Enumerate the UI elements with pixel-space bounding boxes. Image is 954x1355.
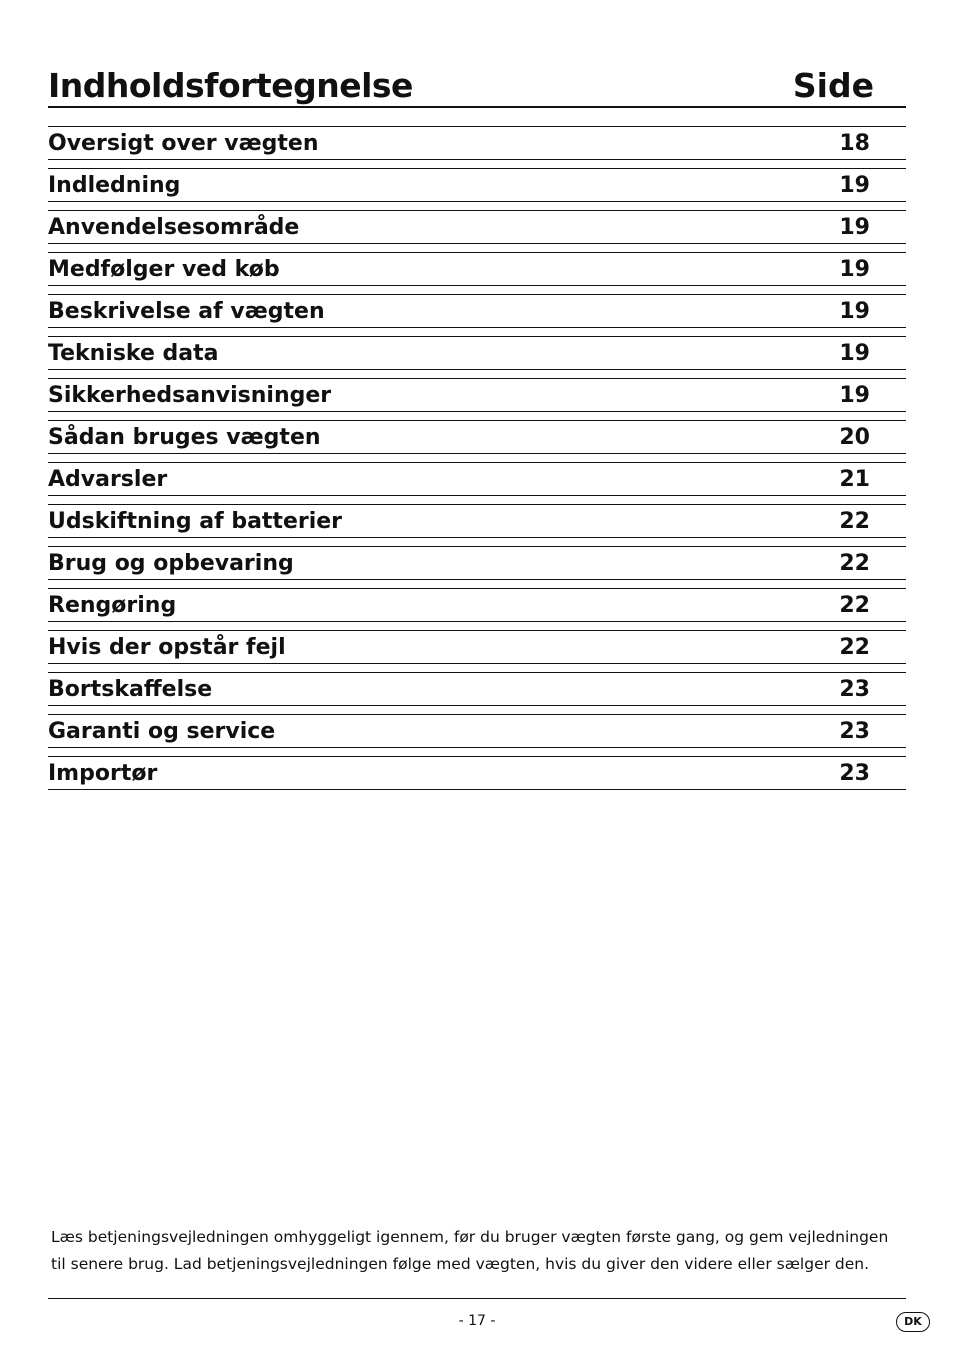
- reading-notice: [51, 1224, 911, 1278]
- toc-entry-medfoelger[interactable]: [48, 252, 906, 286]
- toc-entry-brug-opbevaring[interactable]: [48, 546, 906, 580]
- toc-entry-sikkerhed[interactable]: [48, 378, 906, 412]
- toc-entry-page: 22: [839, 551, 870, 576]
- toc-entry-label: Medfølger ved køb: [48, 257, 280, 282]
- toc-header: [48, 62, 906, 108]
- toc-entry-label: Bortskaffelse: [48, 677, 213, 702]
- toc-entry-page: 19: [839, 383, 870, 408]
- toc-entry-garanti[interactable]: [48, 714, 906, 748]
- toc-entry-page: 19: [839, 257, 870, 282]
- toc-list: [48, 126, 906, 798]
- toc-entry-page: 22: [839, 635, 870, 660]
- notice-line: til senere brug. Lad betjeningsvejledningen følge med vægten, hvis du giver den videre eller sælger den.: [51, 1255, 870, 1273]
- toc-entry-label: Brug og opbevaring: [48, 551, 294, 576]
- toc-entry-bortskaffelse[interactable]: [48, 672, 906, 706]
- page-column-heading: Side: [792, 66, 874, 105]
- toc-entry-label: Advarsler: [48, 467, 168, 492]
- toc-entry-advarsler[interactable]: [48, 462, 906, 496]
- toc-entry-label: Oversigt over vægten: [48, 131, 319, 156]
- toc-entry-label: Sådan bruges vægten: [48, 425, 321, 450]
- toc-entry-indledning[interactable]: [48, 168, 906, 202]
- toc-entry-page: 22: [839, 509, 870, 534]
- page-title: Indholdsfortegnelse: [48, 66, 413, 105]
- toc-entry-label: Importør: [48, 761, 158, 786]
- toc-entry-anvendelsesomraade[interactable]: [48, 210, 906, 244]
- toc-entry-page: 18: [839, 131, 870, 156]
- toc-entry-saadan-bruges[interactable]: [48, 420, 906, 454]
- toc-entry-page: 19: [839, 341, 870, 366]
- toc-entry-label: Tekniske data: [48, 341, 219, 366]
- toc-entry-page: 19: [839, 299, 870, 324]
- toc-entry-page: 19: [839, 173, 870, 198]
- toc-entry-label: Indledning: [48, 173, 181, 198]
- toc-entry-label: Rengøring: [48, 593, 177, 618]
- toc-entry-fejl[interactable]: [48, 630, 906, 664]
- toc-entry-label: Anvendelsesområde: [48, 215, 300, 240]
- toc-entry-page: 23: [839, 677, 870, 702]
- toc-entry-beskrivelse[interactable]: [48, 294, 906, 328]
- toc-entry-batterier[interactable]: [48, 504, 906, 538]
- toc-entry-importoer[interactable]: [48, 756, 906, 790]
- toc-entry-tekniske-data[interactable]: [48, 336, 906, 370]
- toc-entry-page: 20: [839, 425, 870, 450]
- footer-divider: [48, 1298, 906, 1299]
- toc-entry-oversigt[interactable]: [48, 126, 906, 160]
- toc-entry-label: Sikkerhedsanvisninger: [48, 383, 332, 408]
- page-number: - 17 -: [458, 1313, 496, 1329]
- toc-entry-page: 22: [839, 593, 870, 618]
- toc-entry-label: Udskiftning af batterier: [48, 509, 343, 534]
- toc-entry-label: Garanti og service: [48, 719, 276, 744]
- notice-line: Læs betjeningsvejledningen omhyggeligt igennem, før du bruger vægten første gang, og gem vejledningen: [51, 1228, 889, 1246]
- toc-entry-rengoering[interactable]: [48, 588, 906, 622]
- toc-entry-page: 23: [839, 761, 870, 786]
- toc-entry-label: Hvis der opstår fejl: [48, 635, 286, 660]
- toc-entry-page: 19: [839, 215, 870, 240]
- language-badge: DK: [896, 1312, 930, 1332]
- toc-entry-page: 23: [839, 719, 870, 744]
- toc-entry-page: 21: [839, 467, 870, 492]
- toc-entry-label: Beskrivelse af vægten: [48, 299, 325, 324]
